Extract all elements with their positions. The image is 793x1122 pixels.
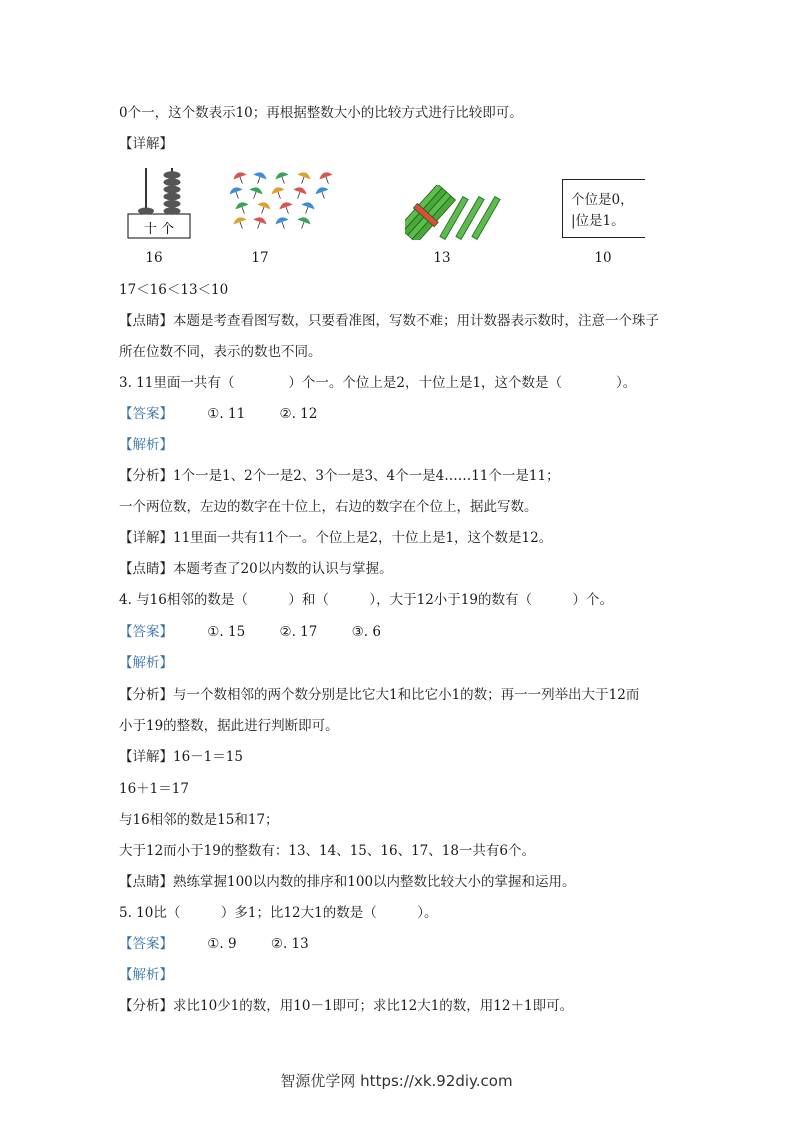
abacus-bead — [164, 193, 181, 201]
text-line: 【分析】与一个数相邻的两个数分别是比它大1和比它小1的数；再一一列举出大于12而 — [119, 687, 640, 703]
text-line: 0个一，这个数表示10；再根据整数大小的比较方式进行比较即可。 — [119, 105, 523, 121]
box-line: |位是1。 — [571, 213, 625, 229]
figure-label: 13 — [433, 250, 451, 266]
text-line: 大于12而小于19的整数有：13、14、15、16、17、18一共有6个。 — [119, 843, 536, 859]
umbrella-icon — [234, 200, 251, 216]
text-line: 【详解】16－1＝15 — [119, 749, 243, 765]
analysis-heading: 【解析】 — [119, 967, 173, 983]
umbrella-icon — [274, 170, 291, 186]
box-line: 个位是0， — [571, 192, 634, 208]
umbrella-icon — [295, 215, 312, 231]
answer-value: ③. 6 — [351, 624, 381, 640]
analysis-heading: 【解析】 — [119, 655, 173, 671]
answer-value: ②. 17 — [279, 624, 318, 640]
figure-label: 10 — [594, 250, 612, 266]
text-line: 17＜16＜13＜10 — [119, 282, 229, 298]
umbrellas-figure — [230, 167, 340, 235]
umbrella-icon — [251, 170, 268, 186]
text-line: 16＋1＝17 — [119, 781, 189, 797]
abacus-bead — [164, 171, 181, 179]
umbrella-icon — [274, 215, 291, 231]
question-4: 4. 与16相邻的数是（ ）和（ ），大于12小于19的数有（ ）个。 — [119, 592, 613, 608]
sticks-figure — [405, 185, 510, 240]
answer-label: 【答案】 — [119, 936, 173, 952]
text-line: 【点睛】本题是考查看图写数，只要看准图，写数不难；用计数器表示数时，注意一个珠子 — [119, 313, 659, 329]
abacus-figure — [124, 164, 194, 240]
umbrella-icon — [299, 200, 316, 216]
answer-label: 【答案】 — [119, 406, 173, 422]
place-value-box — [562, 179, 645, 238]
umbrella-icon — [314, 185, 331, 201]
umbrella-icon — [278, 200, 295, 216]
answer-value: ①. 9 — [207, 936, 237, 952]
text-line: 所在位数不同，表示的数也不同。 — [119, 344, 322, 360]
text-line: 【分析】求比10少1的数，用10－1即可；求比12大1的数，用12＋1即可。 — [119, 998, 574, 1014]
umbrella-icon — [295, 170, 312, 186]
text-line: 一个两位数，左边的数字在十位上，右边的数字在个位上，据此写数。 — [119, 499, 538, 515]
text-line: 小于19的整数，据此进行判断即可。 — [119, 718, 339, 734]
umbrella-icon — [232, 170, 249, 186]
abacus-place-labels: 十 个 — [143, 222, 175, 237]
text-line: 与16相邻的数是15和17； — [119, 812, 279, 828]
answer-line — [119, 623, 381, 641]
footer-watermark: 智源优学网 https://xk.92diy.com — [280, 1072, 513, 1090]
abacus-bead — [164, 200, 181, 208]
umbrella-icon — [291, 185, 308, 201]
umbrella-icon — [251, 215, 268, 231]
section-heading: 【详解】 — [119, 136, 173, 152]
figure-label: 16 — [145, 250, 163, 266]
text-line: 【详解】11里面一共有11个一。个位上是2，十位上是1，这个数是12。 — [119, 530, 553, 546]
umbrella-icon — [255, 200, 272, 216]
question-3: 3. 11里面一共有（ ）个一。个位上是2，十位上是1，这个数是（ ）。 — [119, 375, 637, 391]
analysis-heading: 【解析】 — [119, 437, 173, 453]
question-5: 5. 10比（ ）多1；比12大1的数是（ ）。 — [119, 905, 438, 921]
abacus-bead — [164, 207, 181, 215]
abacus-bead — [164, 186, 181, 194]
text-line: 【分析】1个一是1、2个一是2、3个一是3、4个一是4……11个一是11； — [119, 468, 560, 484]
answer-line — [119, 405, 317, 423]
answer-value: ②. 13 — [270, 936, 309, 952]
umbrella-icon — [230, 185, 245, 201]
answer-label: 【答案】 — [119, 624, 173, 640]
answer-value: ①. 15 — [207, 624, 246, 640]
abacus-bead — [164, 178, 181, 186]
umbrella-icon — [318, 170, 335, 186]
text-line: 【点睛】熟练掌握100以内数的排序和100以内整数比较大小的掌握和运用。 — [119, 874, 576, 890]
umbrella-icon — [270, 185, 287, 201]
umbrella-icon — [232, 215, 249, 231]
answer-value: ②. 12 — [279, 406, 318, 422]
figure-label: 17 — [251, 250, 269, 266]
text-line: 【点睛】本题考查了20以内数的认识与掌握。 — [119, 561, 393, 577]
answer-line — [119, 935, 309, 953]
umbrella-icon — [247, 185, 264, 201]
answer-value: ①. 11 — [207, 406, 246, 422]
